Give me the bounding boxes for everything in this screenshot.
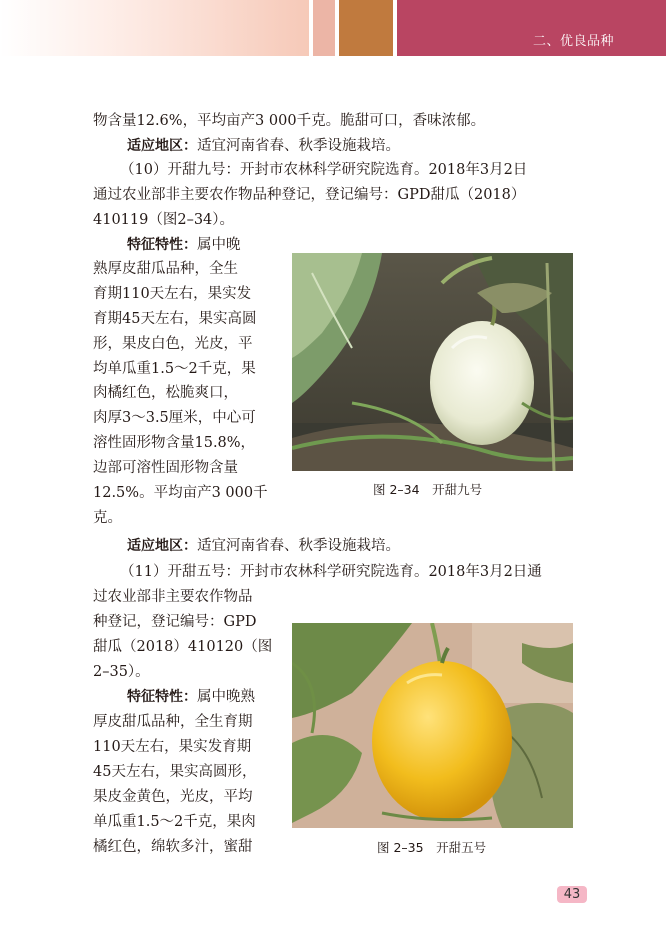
header-gold-block (339, 0, 393, 56)
header-gradient-band (0, 0, 309, 56)
term-label: 特征特性： (127, 689, 197, 705)
text-line (127, 687, 255, 707)
term-text: 适宜河南省春、秋季设施栽培。 (197, 538, 400, 554)
text-line: 2–35）。 (93, 664, 150, 680)
text-line (127, 235, 241, 255)
text-line: 溶性固形物含量15.8%， (93, 435, 256, 451)
header-pink-block (313, 0, 335, 56)
text-line: 物含量12.6%，平均亩产3 000千克。脆甜可口，香味浓郁。 (93, 113, 486, 129)
term-text: 属中晚 (197, 237, 241, 253)
melon-photo-kaitian-5 (292, 623, 573, 828)
text-line: 12.5%。平均亩产3 000千 (93, 485, 268, 501)
page-number: 43 (557, 886, 587, 903)
text-line: 果皮金黄色，光皮，平均 (93, 789, 253, 805)
term-label: 特征特性： (127, 237, 197, 253)
text-line: 边部可溶性固形物含量 (93, 460, 238, 476)
text-line: 均单瓜重1.5～2千克，果 (93, 361, 256, 377)
text-line (127, 536, 400, 556)
term-text: 属中晚熟 (197, 689, 255, 705)
figure-caption: 图 2–34 开甜九号 (373, 482, 483, 497)
text-line: 通过农业部非主要农作物品种登记，登记编号：GPD甜瓜（2018） (93, 187, 526, 203)
text-line: 肉厚3～3.5厘米，中心可 (93, 410, 256, 426)
text-line: 甜瓜（2018）410120（图 (93, 639, 273, 655)
melon-photo-kaitian-9 (292, 253, 573, 471)
term-label: 适应地区： (127, 538, 197, 554)
header-red-block (397, 0, 666, 56)
text-line: 肉橘红色，松脆爽口， (93, 385, 238, 401)
figure-caption: 图 2–35 开甜五号 (377, 840, 487, 855)
text-line (127, 136, 400, 156)
text-line: 克。 (93, 510, 122, 526)
text-line: 橘红色，绵软多汁，蜜甜 (93, 839, 253, 855)
section-title: 二、优良品种 (532, 34, 614, 49)
text-line: 育期45天左右，果实高圆 (93, 311, 257, 327)
text-line: 种登记，登记编号：GPD (93, 614, 257, 630)
text-line: （10）开甜九号：开封市农林科学研究院选育。2018年3月2日 (120, 162, 528, 178)
text-line: （11）开甜五号：开封市农林科学研究院选育。2018年3月2日通 (120, 564, 542, 580)
text-line: 410119（图2–34）。 (93, 212, 235, 228)
term-text: 适宜河南省春、秋季设施栽培。 (197, 138, 400, 154)
text-line: 110天左右，果实发育期 (93, 739, 252, 755)
text-line: 厚皮甜瓜品种，全生育期 (93, 714, 253, 730)
text-line: 45天左右，果实高圆形， (93, 764, 257, 780)
term-label: 适应地区： (127, 138, 197, 154)
text-line: 过农业部非主要农作物品 (93, 589, 253, 605)
text-line: 单瓜重1.5～2千克，果肉 (93, 814, 256, 830)
text-line: 形，果皮白色，光皮，平 (93, 336, 253, 352)
text-line: 熟厚皮甜瓜品种，全生 (93, 261, 238, 277)
text-line: 育期110天左右，果实发 (93, 286, 252, 302)
